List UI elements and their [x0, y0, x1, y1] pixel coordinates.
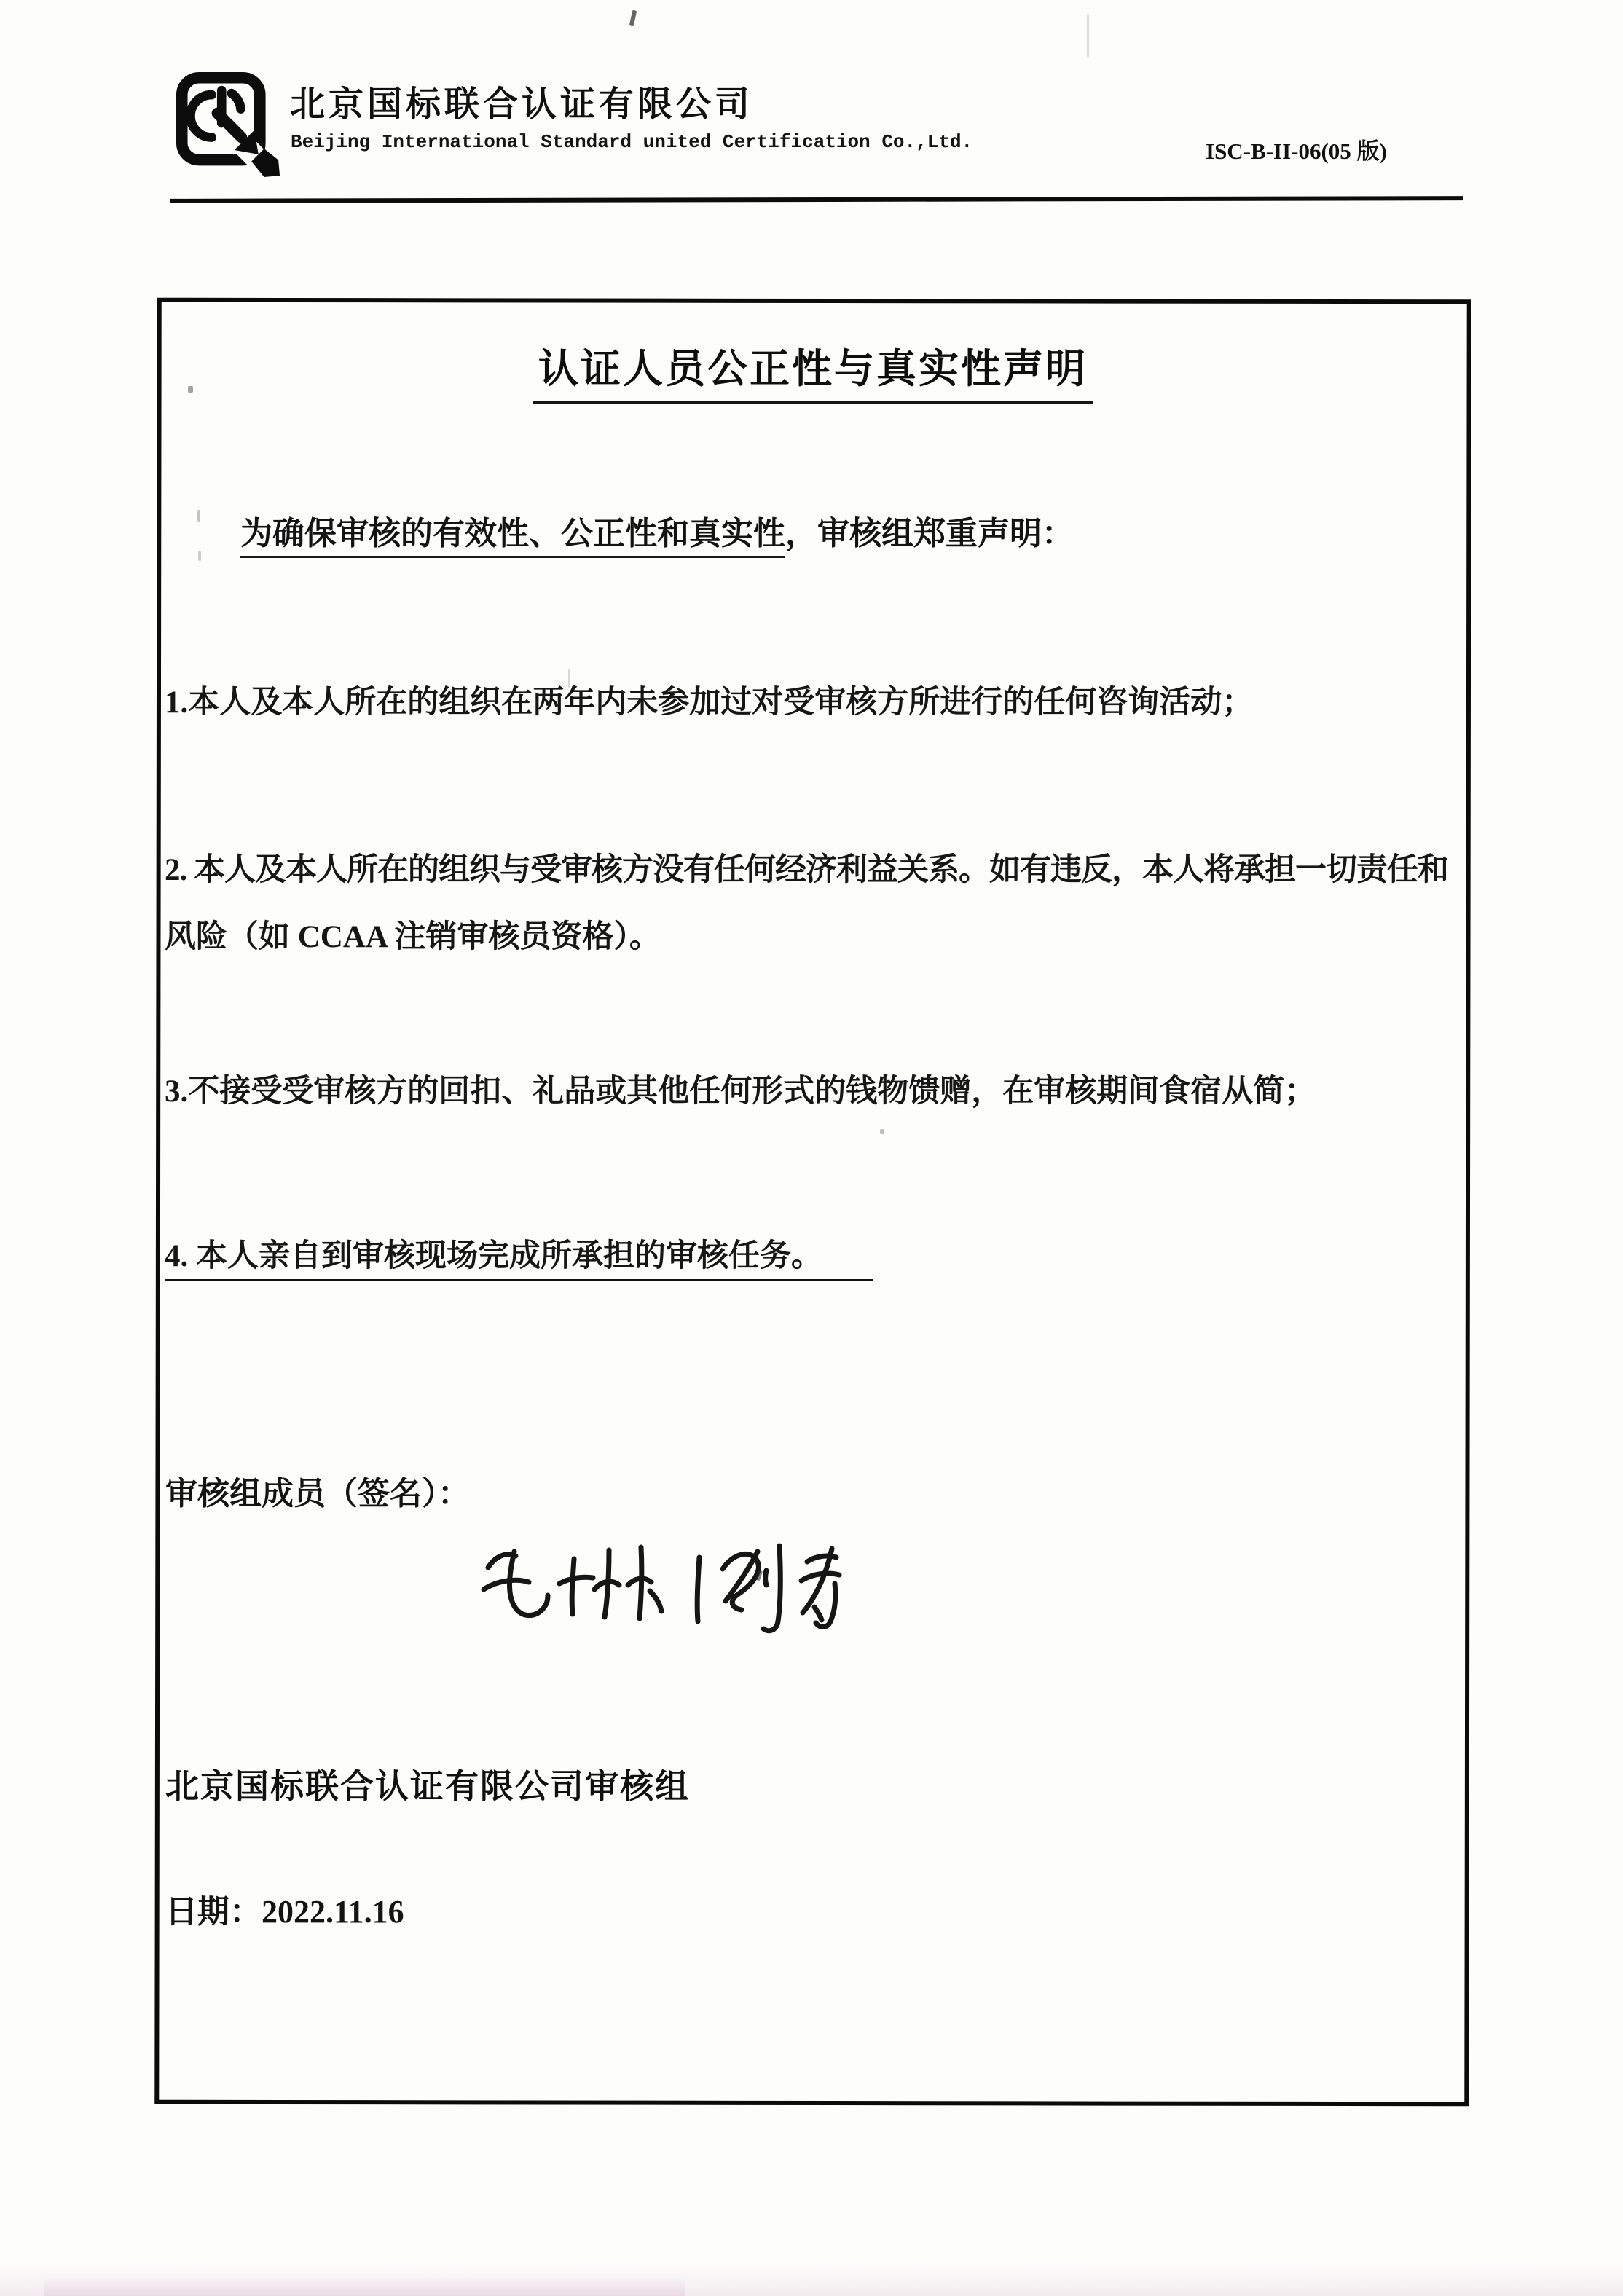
- document-code: ISC-B-II-06(05 版): [1206, 138, 1387, 164]
- header-divider: [170, 196, 1463, 203]
- company-name-en: Beijing International Standard united Certification Co.,Ltd.: [291, 131, 973, 153]
- intro-underlined-text: 为确保审核的有效性、公正性和真实性: [240, 516, 785, 558]
- intro-rest-text: ，审核组郑重声明：: [785, 516, 1074, 551]
- declaration-item-2-line-2: 风险（如 CCAA 注销审核员资格）。: [165, 920, 661, 954]
- declaration-item-4-underlined: 4. 本人亲自到审核现场完成所承担的审核任务。: [165, 1239, 873, 1281]
- declaration-title: 认证人员公正性与真实性声明: [533, 337, 1093, 404]
- date-label: 日期：: [165, 1894, 262, 1930]
- signature-label: 审核组成员（签名）：: [165, 1476, 470, 1511]
- intro-paragraph: [240, 507, 1074, 554]
- certification-mark-icon: [175, 70, 281, 178]
- scan-edge-smudge: [44, 2277, 685, 2296]
- signature-handwriting-2: [697, 1546, 839, 1631]
- signature-handwriting-1: [484, 1547, 661, 1619]
- audit-group-line: 北京国标联合认证有限公司审核组: [165, 1768, 690, 1805]
- scan-speck: [568, 669, 570, 688]
- company-name-cn: 北京国标联合认证有限公司: [290, 85, 754, 124]
- scan-speck: [1087, 15, 1089, 57]
- declaration-border-box: [154, 298, 1471, 2107]
- scan-speck: [197, 510, 200, 522]
- date-value: 2022.11.16: [262, 1894, 404, 1930]
- scan-speck: [198, 551, 201, 561]
- scan-speck: [880, 1129, 884, 1134]
- declaration-item-3: 3.不接受受审核方的回扣、礼品或其他任何形式的钱物馈赠，在审核期间食宿从简；: [165, 1074, 1316, 1109]
- declaration-item-4: [165, 1231, 873, 1275]
- date-line: [165, 1885, 404, 1932]
- declaration-item-2-line-1: 2. 本人及本人所在的组织与受审核方没有任何经济利益关系。如有违反，本人将承担一切责任和: [165, 853, 1448, 887]
- declaration-item-1: 1.本人及本人所在的组织在两年内未参加过对受审核方所进行的任何咨询活动；: [165, 685, 1254, 720]
- scan-speck: [629, 10, 637, 27]
- scan-speck: [188, 386, 193, 393]
- declaration-title-row: [156, 337, 1470, 404]
- handwritten-signatures: [466, 1517, 874, 1662]
